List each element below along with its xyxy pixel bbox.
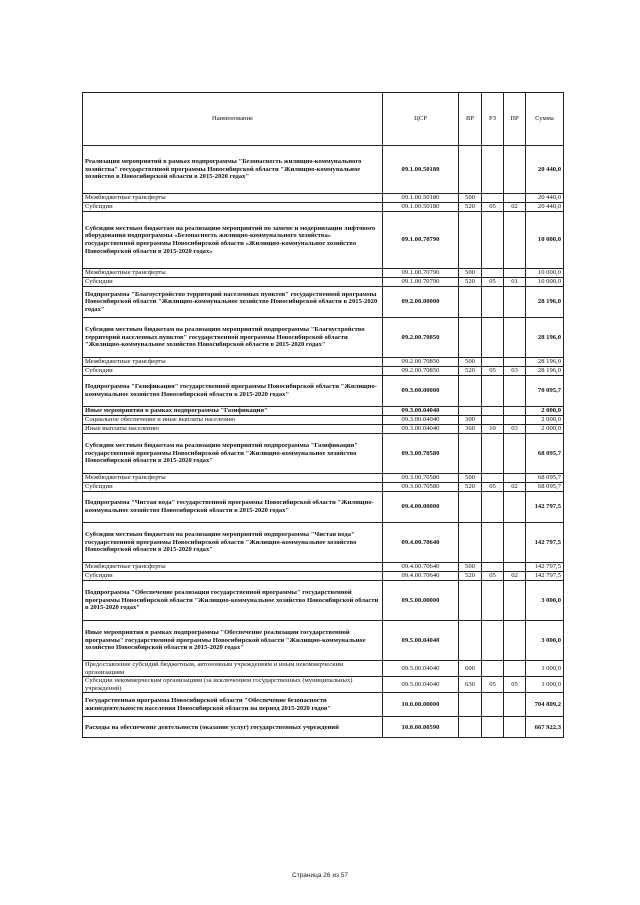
cell-pr: 02 [504, 572, 526, 581]
cell-vr: 630 [459, 677, 482, 693]
cell-vr [459, 212, 482, 269]
cell-vr: 520 [459, 278, 482, 287]
cell-name: Социальное обеспечение и иные выплаты населению [83, 416, 383, 425]
cell-sum: 142 797,5 [526, 563, 564, 572]
cell-csr: 09.4.00.00000 [383, 492, 459, 523]
cell-sum: 10 000,0 [526, 278, 564, 287]
cell-pr [504, 358, 526, 367]
cell-sum: 28 196,0 [526, 358, 564, 367]
cell-sum: 3 000,0 [526, 581, 564, 621]
cell-vr: 520 [459, 367, 482, 376]
cell-rz [482, 717, 504, 738]
cell-csr: 09.2.00.70850 [383, 358, 459, 367]
cell-name: Субсидии местным бюджетам на реализацию мероприятий подпрограммы "Благоустройство территорий населенных пунктов" государственной программы Новосибирской области "Жилищно-коммунальное хозяйство Новосибирской области в 2015-2020 годах" [83, 318, 383, 358]
table-row [83, 581, 564, 621]
cell-vr: 360 [459, 425, 482, 434]
cell-name: Субсидии местным бюджетам на реализацию мероприятий подпрограммы "Чистая вода" государственной программы Новосибирской области "Жилищно-коммунальное хозяйство Новосибирской области в 2015-2020 годах" [83, 523, 383, 563]
cell-vr [459, 581, 482, 621]
cell-pr [504, 194, 526, 203]
cell-pr [504, 523, 526, 563]
cell-pr: 01 [504, 278, 526, 287]
cell-name: Межбюджетные трансферты [83, 563, 383, 572]
cell-rz [482, 146, 504, 194]
cell-name: Субсидии местным бюджетам на реализацию мероприятий по замене и модернизации лифтового оборудования подпрограммы «Безопасность жилищно-коммунального хозяйства» государственной программы Новосибирской области «Жилищно-коммунальное хозяйство Новосибирской области в 2015-2020 годах» [83, 212, 383, 269]
cell-vr [459, 717, 482, 738]
cell-pr [504, 492, 526, 523]
cell-rz: 05 [482, 677, 504, 693]
cell-rz [482, 693, 504, 717]
cell-sum: 70 095,7 [526, 376, 564, 407]
cell-vr [459, 318, 482, 358]
table-row [83, 572, 564, 581]
table-row [83, 717, 564, 738]
cell-rz: 10 [482, 425, 504, 434]
cell-sum: 28 196,0 [526, 318, 564, 358]
cell-name: Субсидии [83, 572, 383, 581]
cell-pr [504, 407, 526, 416]
cell-name: Подпрограмма "Газификация" государственной программы Новосибирской области "Жилищно-коммунальное хозяйство Новосибирской области в 2015-2020 годах" [83, 376, 383, 407]
cell-pr [504, 269, 526, 278]
cell-vr [459, 376, 482, 407]
table-row [83, 367, 564, 376]
table-row [83, 492, 564, 523]
table-row [83, 563, 564, 572]
cell-csr: 09.5.00.00000 [383, 581, 459, 621]
table-row [83, 146, 564, 194]
cell-rz [482, 416, 504, 425]
cell-name: Подпрограмма "Благоустройство территорий населенных пунктов" государственной программы Новосибирской области "Жилищно-коммунальное хозяйство Новосибирской области в 2015-2020 годах" [83, 287, 383, 318]
cell-sum: 3 000,0 [526, 677, 564, 693]
cell-vr [459, 407, 482, 416]
cell-vr: 520 [459, 203, 482, 212]
header-csr: ЦСР [383, 93, 459, 146]
cell-rz: 05 [482, 203, 504, 212]
table-row [83, 621, 564, 661]
cell-pr [504, 318, 526, 358]
cell-csr: 09.1.00.50180 [383, 203, 459, 212]
cell-name: Субсидии [83, 278, 383, 287]
table-row [83, 407, 564, 416]
cell-pr [504, 146, 526, 194]
cell-name: Подпрограмма "Чистая вода" государственной программы Новосибирской области "Жилищно-коммунальное хозяйство Новосибирской области в 2015-2020 годах" [83, 492, 383, 523]
cell-sum: 142 797,5 [526, 523, 564, 563]
cell-rz [482, 661, 504, 677]
cell-rz [482, 563, 504, 572]
cell-name: Иные мероприятия в рамках подпрограммы "Газификация" [83, 407, 383, 416]
cell-csr: 10.0.00.00000 [383, 693, 459, 717]
cell-name: Межбюджетные трансферты [83, 194, 383, 203]
cell-csr: 09.4.00.70640 [383, 523, 459, 563]
cell-vr: 300 [459, 416, 482, 425]
table-row [83, 474, 564, 483]
cell-sum: 3 000,0 [526, 621, 564, 661]
cell-csr: 09.5.00.04040 [383, 661, 459, 677]
cell-sum: 2 000,0 [526, 407, 564, 416]
cell-name: Межбюджетные трансферты [83, 269, 383, 278]
cell-vr [459, 434, 482, 474]
cell-name: Подпрограмма "Обеспечение реализации государственной программы" государственной программы Новосибирской области "Жилищно-коммунальное хозяйство Новосибирской области в 2015-2020 годах" [83, 581, 383, 621]
cell-csr: 09.1.00.70790 [383, 269, 459, 278]
cell-csr: 09.3.00.04040 [383, 425, 459, 434]
header-vr: ВР [459, 93, 482, 146]
cell-pr [504, 212, 526, 269]
cell-vr [459, 523, 482, 563]
cell-pr: 03 [504, 367, 526, 376]
table-row [83, 693, 564, 717]
cell-sum: 142 797,5 [526, 492, 564, 523]
cell-csr: 09.3.00.70580 [383, 474, 459, 483]
cell-sum: 68 095,7 [526, 474, 564, 483]
cell-csr: 09.2.00.70850 [383, 318, 459, 358]
table-row [83, 376, 564, 407]
cell-pr [504, 416, 526, 425]
cell-csr: 09.3.00.04040 [383, 416, 459, 425]
cell-vr [459, 693, 482, 717]
cell-vr: 500 [459, 269, 482, 278]
cell-sum: 68 095,7 [526, 434, 564, 474]
cell-vr: 500 [459, 474, 482, 483]
cell-vr [459, 146, 482, 194]
table-header-row [83, 93, 564, 146]
cell-name: Субсидии некоммерческим организациям (за исключением государственных (муниципальных) учреждений) [83, 677, 383, 693]
cell-csr: 09.1.00.50180 [383, 146, 459, 194]
cell-rz [482, 318, 504, 358]
cell-rz [482, 194, 504, 203]
cell-sum: 704 809,2 [526, 693, 564, 717]
cell-vr: 600 [459, 661, 482, 677]
cell-csr: 10.0.00.00590 [383, 717, 459, 738]
cell-name: Субсидии [83, 367, 383, 376]
cell-vr: 500 [459, 358, 482, 367]
cell-pr [504, 581, 526, 621]
cell-rz: 05 [482, 483, 504, 492]
cell-name: Реализация мероприятий в рамках подпрограммы "Безопасность жилищно-коммунального хозяйства" государственной программы Новосибирской области "Жилищно-коммунальное хозяйство в Новосибирской области в 2015-2020 годах" [83, 146, 383, 194]
cell-rz [482, 581, 504, 621]
cell-rz [482, 523, 504, 563]
cell-pr [504, 287, 526, 318]
cell-rz: 05 [482, 278, 504, 287]
cell-sum: 2 000,0 [526, 425, 564, 434]
cell-name: Иные выплаты населению [83, 425, 383, 434]
header-rz: РЗ [482, 93, 504, 146]
cell-pr [504, 434, 526, 474]
cell-pr: 05 [504, 677, 526, 693]
cell-csr: 09.3.00.70580 [383, 483, 459, 492]
cell-vr: 520 [459, 572, 482, 581]
cell-sum: 20 440,0 [526, 146, 564, 194]
table-row [83, 203, 564, 212]
table-row [83, 661, 564, 677]
cell-sum: 10 000,0 [526, 212, 564, 269]
cell-rz [482, 474, 504, 483]
cell-rz [482, 407, 504, 416]
cell-csr: 09.3.00.70580 [383, 434, 459, 474]
cell-rz [482, 287, 504, 318]
cell-csr: 09.1.00.50180 [383, 194, 459, 203]
cell-csr: 09.5.00.04040 [383, 621, 459, 661]
cell-csr: 09.3.00.00000 [383, 376, 459, 407]
cell-vr [459, 287, 482, 318]
cell-rz [482, 212, 504, 269]
table-row [83, 318, 564, 358]
cell-name: Субсидии [83, 203, 383, 212]
cell-pr [504, 661, 526, 677]
table-row [83, 434, 564, 474]
table-row [83, 269, 564, 278]
cell-vr [459, 621, 482, 661]
cell-rz [482, 492, 504, 523]
cell-name: Субсидии местным бюджетам на реализацию мероприятий подпрограммы "Газификация" государственной программы Новосибирской области "Жилищно-коммунальное хозяйство Новосибирской области в 2015-2020 годах" [83, 434, 383, 474]
table-row [83, 194, 564, 203]
cell-sum: 3 000,0 [526, 661, 564, 677]
cell-name: Межбюджетные трансферты [83, 358, 383, 367]
cell-csr: 09.1.00.70790 [383, 212, 459, 269]
cell-sum: 2 000,0 [526, 416, 564, 425]
header-name: Наименование [83, 93, 383, 146]
table-row [83, 287, 564, 318]
cell-name: Иные мероприятия в рамках подпрограммы "Обеспечение реализации государственной программы" государственной программы Новосибирской области "Жилищно-коммунальное хозяйство Новосибирской области в 2015-2020 годах" [83, 621, 383, 661]
cell-rz [482, 269, 504, 278]
cell-sum: 10 000,0 [526, 269, 564, 278]
cell-sum: 28 196,0 [526, 287, 564, 318]
cell-csr: 09.3.00.04040 [383, 407, 459, 416]
table-row [83, 212, 564, 269]
cell-csr: 09.4.00.70640 [383, 572, 459, 581]
cell-pr: 02 [504, 483, 526, 492]
cell-rz: 05 [482, 367, 504, 376]
cell-sum: 667 922,3 [526, 717, 564, 738]
cell-pr: 03 [504, 425, 526, 434]
cell-rz [482, 434, 504, 474]
table-row [83, 358, 564, 367]
cell-csr: 09.4.00.70640 [383, 563, 459, 572]
cell-vr: 500 [459, 194, 482, 203]
cell-name: Государственная программа Новосибирской области "Обеспечение безопасности жизнедеятельности населения Новосибирской области на период 2015-2020 годов" [83, 693, 383, 717]
cell-csr: 09.2.00.00000 [383, 287, 459, 318]
table-row [83, 677, 564, 693]
cell-pr [504, 717, 526, 738]
header-pr: ПР [504, 93, 526, 146]
cell-vr: 500 [459, 563, 482, 572]
cell-name: Межбюджетные трансферты [83, 474, 383, 483]
cell-pr [504, 621, 526, 661]
cell-sum: 20 440,0 [526, 203, 564, 212]
cell-rz [482, 358, 504, 367]
cell-pr [504, 376, 526, 407]
cell-csr: 09.2.00.70850 [383, 367, 459, 376]
table-row [83, 483, 564, 492]
cell-name: Предоставление субсидий бюджетным, автономным учреждениям и иным некоммерческим организациям [83, 661, 383, 677]
table-row [83, 523, 564, 563]
table-row [83, 425, 564, 434]
budget-table [82, 92, 564, 738]
cell-rz [482, 376, 504, 407]
cell-pr [504, 693, 526, 717]
cell-pr [504, 474, 526, 483]
cell-csr: 09.1.00.70790 [383, 278, 459, 287]
page-number: Страница 26 из 57 [292, 872, 348, 879]
cell-csr: 09.5.00.04040 [383, 677, 459, 693]
table-row [83, 416, 564, 425]
cell-vr: 520 [459, 483, 482, 492]
cell-vr [459, 492, 482, 523]
cell-sum: 142 797,5 [526, 572, 564, 581]
cell-name: Расходы на обеспечение деятельности (оказание услуг) государственных учреждений [83, 717, 383, 738]
cell-rz: 05 [482, 572, 504, 581]
cell-name: Субсидии [83, 483, 383, 492]
cell-sum: 28 196,0 [526, 367, 564, 376]
cell-rz [482, 621, 504, 661]
cell-pr [504, 563, 526, 572]
cell-sum: 68 095,7 [526, 483, 564, 492]
header-sum: Сумма [526, 93, 564, 146]
cell-pr: 02 [504, 203, 526, 212]
cell-sum: 20 440,0 [526, 194, 564, 203]
table-row [83, 278, 564, 287]
